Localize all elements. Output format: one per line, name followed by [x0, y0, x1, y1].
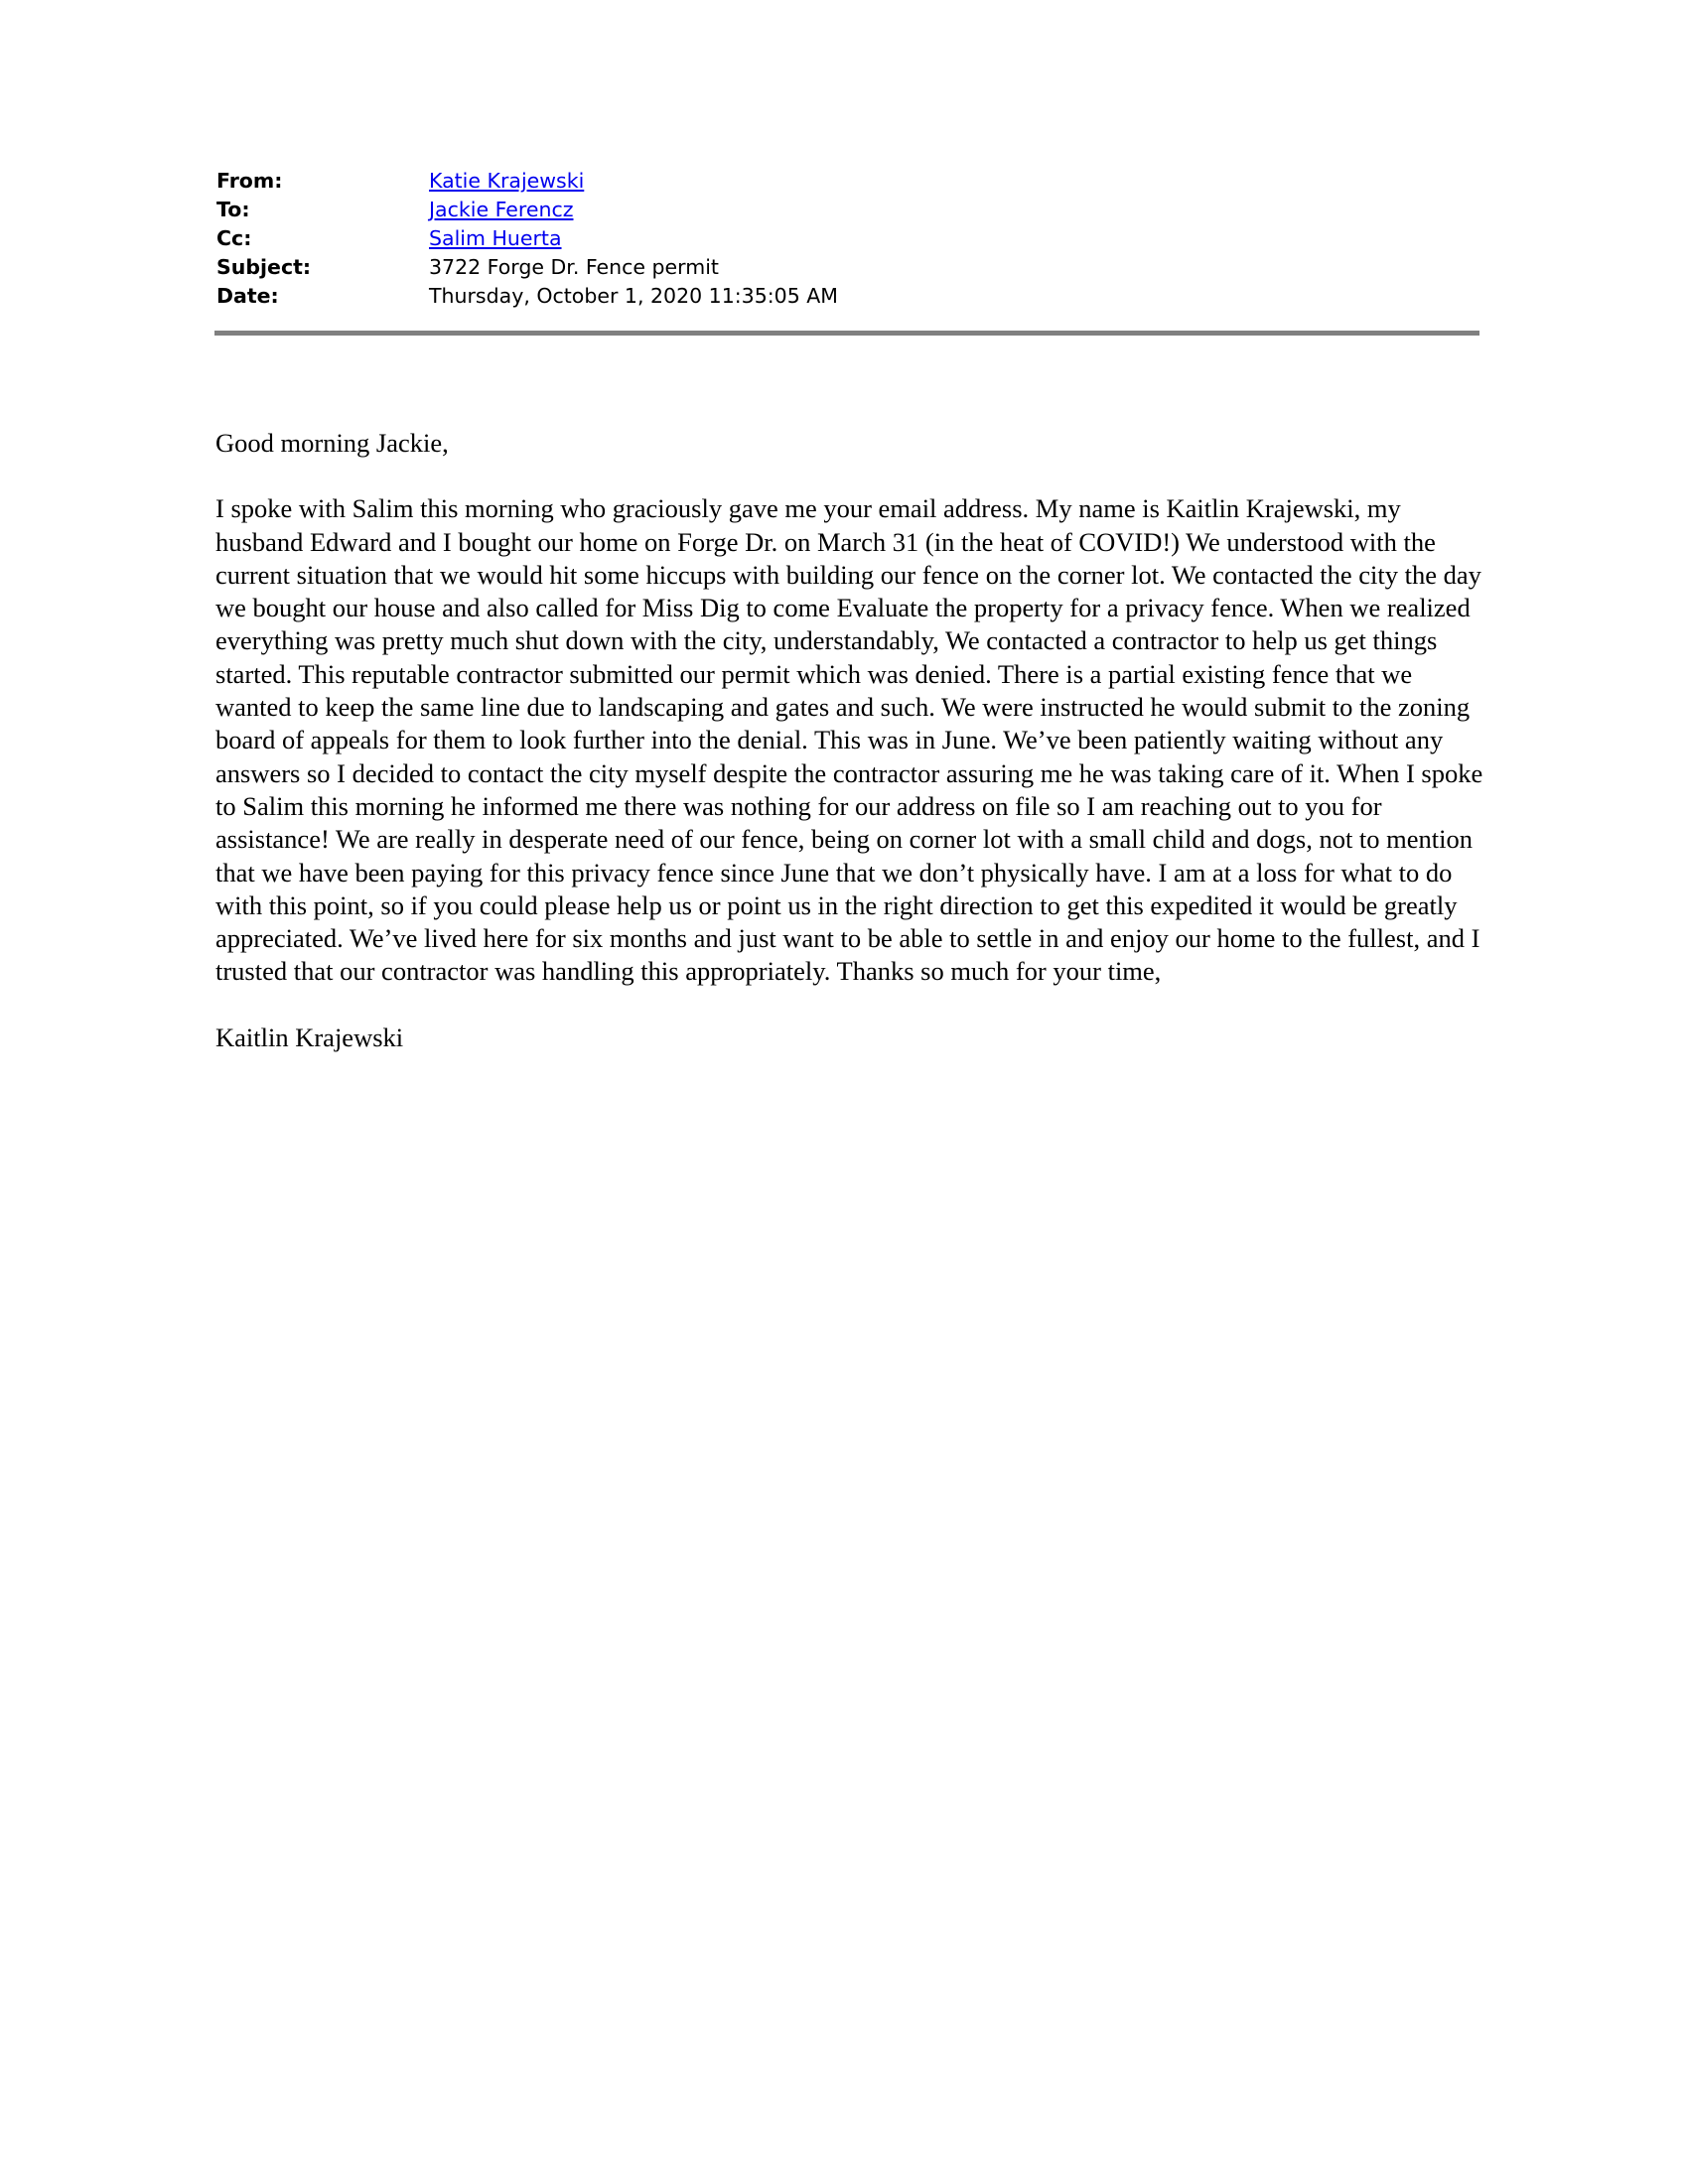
email-body	[215, 427, 1489, 1054]
subject-value: 3722 Forge Dr. Fence permit	[429, 255, 719, 279]
date-row	[216, 282, 1477, 311]
to-row	[216, 196, 1477, 224]
cc-label: Cc:	[216, 226, 252, 250]
email-header	[216, 167, 1477, 311]
to-label: To:	[216, 198, 250, 221]
from-row	[216, 167, 1477, 196]
cc-link[interactable]: Salim Huerta	[429, 226, 562, 250]
to-value	[429, 196, 573, 224]
from-label: From:	[216, 169, 283, 193]
greeting: Good morning Jackie,	[215, 428, 449, 458]
header-divider	[214, 331, 1479, 336]
signature: Kaitlin Krajewski	[215, 1022, 404, 1052]
subject-label: Subject:	[216, 255, 312, 279]
body-paragraph: I spoke with Salim this morning who graciously gave me your email address. My name is Kaitlin Krajewski, my husband Edward and I bought our home on Forge Dr. on March 31 (in the heat of COVID!) We understood with the current situation that we would hit some hiccups with building our fence on the corner lot. We contacted the city the day we bought our house and also called for Miss Dig to come Evaluate the property for a privacy fence. When we realized everything was pretty much shut down with the city, understandably, We contacted a contractor to help us get things started. This reputable contractor submitted our permit which was denied. There is a partial existing fence that we wanted to keep the same line due to landscaping and gates and such. We were instructed he would submit to the zoning board of appeals for them to look further into the denial. This was in June. We’ve been patiently waiting without any answers so I decided to contact the city myself despite the contractor assuring me he was taking care of it. When I spoke to Salim this morning he informed me there was nothing for our address on file so I am reaching out to you for assistance! We are really in desperate need of our fence, being on corner lot with a small child and dogs, not to mention that we have been paying for this privacy fence since June that we don’t physically have. I am at a loss for what to do with this point, so if you could please help us or point us in the right direction to get this expedited it would be greatly appreciated. We’ve lived here for six months and just want to be able to settle in and enjoy our home to the fullest, and I trusted that our contractor was handling this appropriately. Thanks so much for your time,	[215, 493, 1483, 987]
cc-row	[216, 224, 1477, 253]
to-link[interactable]: Jackie Ferencz	[429, 198, 574, 221]
from-link[interactable]: Katie Krajewski	[429, 169, 585, 193]
date-value: Thursday, October 1, 2020 11:35:05 AM	[429, 284, 838, 308]
from-value	[429, 167, 584, 196]
subject-row	[216, 253, 1477, 282]
date-label: Date:	[216, 284, 279, 308]
cc-value	[429, 224, 562, 253]
